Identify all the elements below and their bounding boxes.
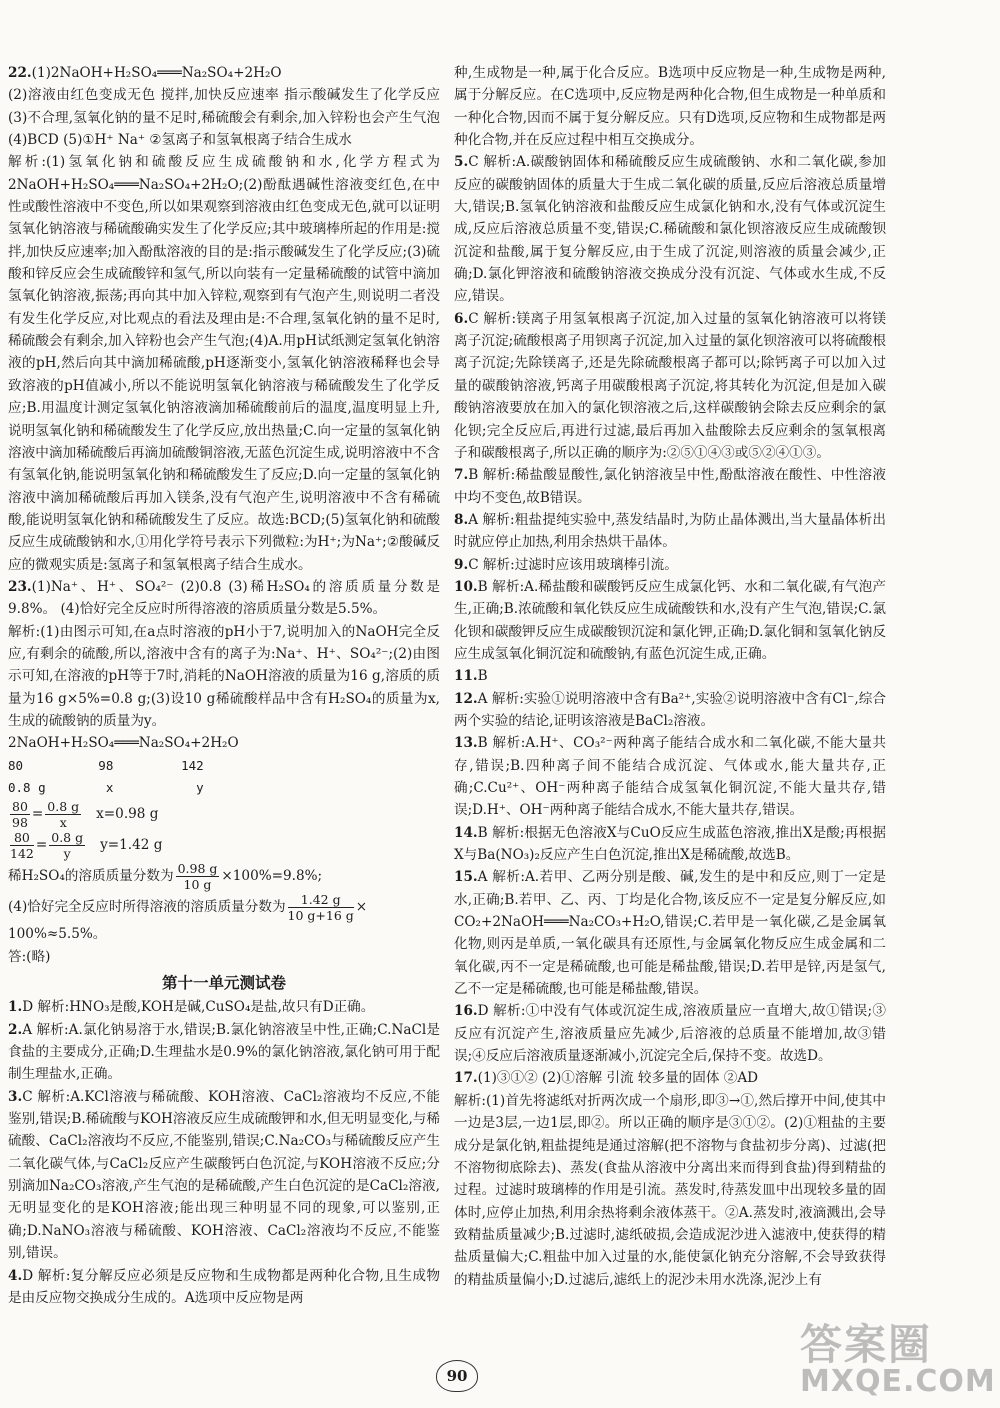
watermark-top: 答案圈 — [800, 1320, 933, 1369]
q22-analysis: 解析:(1)氢氧化钠和硫酸反应生成硫酸钠和水,化学方程式为2NaOH+H₂SO₄═══Na₂SO₄+2H₂O;(2)酚酞遇碱性溶液变红色,在中性或酸性溶液中不变色,所以如果观察到溶液由红色变成无色,就可以证明氢氧化钠溶液与稀硫酸确实发生了化学反应;其中玻璃棒所起的作用是:搅拌,加快反应速率;加入酚酞溶液的目的是:指示酸碱发生了化学反应;(3)硫酸和锌反应会生成硫酸锌和氢气,所以向装有一定量稀硫酸的试管中滴加氢氧化钠溶液,振荡;再向其中加入锌粒,观察到有气泡产生,则说明二者没有发生化学反应,对比观点的看法及理由是:不合理,氢氧化钠的量不足时,稀硫酸会有剩余,加入锌粉也会产生气泡;(4)A.用pH试纸测定氢氧化钠溶液的pH,然后向其中滴加稀硫酸,pH逐渐变小,氢氧化钠溶液稀释也会导致溶液的pH值减小,所以不能说明氢氧化钠溶液与稀硫酸发生了化学反应;B.用温度计测定氢氧化钠溶液滴加稀硫酸前后的温度,温度明显上升,说明氢氧化钠和稀硫酸发生了化学反应,放出热量;C.向一定量的氢氧化钠溶液中滴加稀硫酸后再滴加硫酸铜溶液,无蓝色沉淀生成,说明溶液中不含有氢氧化钠,能说明氢氧化钠和稀硫酸发生了反应;D.向一定量的氢氧化钠溶液中滴加稀硫酸后再加入镁条,没有气泡产生,说明溶液中不含有稀硫酸,能说明氢氧化钠和稀硫酸发生了反应。故选:BCD;(5)氢氧化钠和硫酸反应生成硫酸钠和水,①用化学符号表示下列微粒:为H⁺;为Na⁺;②酸碱反应的微观实质是:氢离子和氢氧根离子结合生成水。 — [8, 154, 440, 573]
unit11-q6: 6.C 解析:镁离子用氢氧根离子沉淀,加入过量的氢氧化钠溶液可以将镁离子沉淀;硫酸根离子用钡离子沉淀,加入过量的氯化钡溶液可以将硫酸根离子沉淀;先除镁离子,还是先除硫酸根离子都可以;除钙离子可以加入过量的碳酸钠溶液,钙离子用碳酸根离子沉淀,将其转化为沉淀,但是加入碳酸钠溶液要放在加入的氯化钡溶液之后,这样碳酸钠会除去反应剩余的氯化钡;完全反应后,再进行过滤,最后再加入盐酸除去反应剩余的氢氧根离子和碳酸根离子,所以正确的顺序为:②⑤①④③或⑤②④①③。 — [454, 310, 886, 461]
unit11-q10: 10.B 解析:A.稀盐酸和碳酸钙反应生成氯化钙、水和二氧化碳,有气泡产生,正确;B.浓硫酸和氧化铁反应生成硫酸铁和水,没有产生气泡,错误;C.氯化钡和碳酸钾反应生成碳酸钡沉淀和氯化钾,正确;D.氯化铜和氢氧化钠反应生成氢氧化铜沉淀和硫酸钠,有蓝色沉淀生成,正确。 — [454, 578, 886, 662]
calc-dilute-fraction: 稀H₂SO₄的溶质质量分数为 $\frac{0.98 g}{10 g}$ ×100%=9.8%; — [8, 861, 323, 893]
watermark-logo — [800, 1312, 996, 1404]
unit11-q9: 9.C 解析:过滤时应该用玻璃棒引流。 — [454, 556, 678, 573]
calc-result-4: (4)恰好完全反应时所得溶液的溶质质量分数为 $\frac{1.42 g}{10 g+16 g}$ × — [8, 892, 368, 924]
page-number: 90 — [436, 1360, 478, 1392]
calc-row-unknowns: 0.8 g x y — [8, 780, 204, 795]
right-column — [454, 62, 886, 1291]
calc-row-masses: 80 98 142 — [8, 757, 204, 773]
unit11-q17-analysis: 解析:(1)首先将滤纸对折两次成一个扇形,即③→①,然后撑开中间,使其中一边是3层,一边1层,即②。所以正确的顺序是③①②。(2)①粗盐的主要成分是氯化钠,粗盐提纯是通过溶解(把不溶物与食盐初步分离)、过滤(把不溶物彻底除去)、蒸发(食盐从溶液中分离出来而得到食盐)得到精盐的过程。过滤时玻璃棒的作用是引流。蒸发时,待蒸发皿中出现较多量的固体时,应停止加热,利用余热将剩余液体蒸干。②A.蒸发时,液滴溅出,会导致精盐质量减少;B.过滤时,滤纸破损,会造成泥沙进入滤液中,使获得的精盐质量偏大;C.粗盐中加入过量的水,能使氯化钠充分溶解,不会导致获得的精盐质量偏小;D.过滤后,滤纸上的泥沙未用水洗涤,泥沙上有 — [454, 1092, 886, 1288]
unit11-q12: 12.A 解析:实验①说明溶液中含有Ba²⁺,实验②说明溶液中含有Cl⁻,综合两个实验的结论,证明该溶液是BaCl₂溶液。 — [454, 690, 886, 729]
unit11-q15: 15.A 解析:A.若甲、乙两分别是酸、碱,发生的是中和反应,则丁一定是水,正确;B.若甲、乙、丙、丁均是化合物,该反应不一定是复分解反应,如CO₂+2NaOH═══Na₂CO₃+H₂O,错误;C.若甲是一氧化碳,乙是金属氧化物,则丙是单质,一氧化碳具有还原性,与金属氧化物反应生成金属和二氧化碳,丙不一定是稀硫酸,也可能是稀盐酸,错误;D.若甲是锌,丙是氢气,乙不一定是稀硫酸,也可能是稀盐酸,错误。 — [454, 869, 886, 998]
calc-answer: 答:(略) — [8, 948, 51, 965]
q22-answer-cont: (2)溶液由红色变成无色 搅拌,加快反应速率 指示酸碱发生了化学反应 (3)不合理,氢氧化钠的量不足时,稀硫酸会有剩余,加入锌粉也会产生气泡 (4)BCD (5)①H⁺ Na⁺ ②氢离子和氢氧根离子结合生成水 — [8, 87, 440, 149]
unit11-q1: 1.D 解析:HNO₃是酸,KOH是碱,CuSO₄是盐,故只有D正确。 — [8, 999, 375, 1016]
unit11-q2: 2.A 解析:A.氯化钠易溶于水,错误;B.氯化钠溶液呈中性,正确;C.NaCl是食盐的主要成分,正确;D.生理盐水是0.9%的氯化钠溶液,氯化钠可用于配制生理盐水,正确。 — [8, 1021, 440, 1083]
unit11-q7: 7.B 解析:稀盐酸显酸性,氯化钠溶液呈中性,酚酞溶液在酸性、中性溶液中均不变色,故B错误。 — [454, 467, 886, 506]
unit11-q3: 3.C 解析:A.KCl溶液与稀硫酸、KOH溶液、CaCl₂溶液均不反应,不能鉴别,错误;B.稀硫酸与KOH溶液反应生成硫酸钾和水,但无明显变化,与稀硫酸、CaCl₂溶液均不反应,不能鉴别,错误;C.Na₂CO₃与稀硫酸反应产生二氧化碳气体,与CaCl₂反应产生碳酸钙白色沉淀,与KOH溶液不反应;分别滴加Na₂CO₃溶液,产生气泡的是稀硫酸,产生白色沉淀的是CaCl₂溶液,无明显变化的是KOH溶液;能出现三种明显不同的现象,可以鉴别,正确;D.NaNO₃溶液与稀硫酸、KOH溶液、CaCl₂溶液均不反应,不能鉴别,错误。 — [8, 1088, 440, 1262]
watermark-bottom: MXQE.COM — [800, 1364, 996, 1399]
q22-answer: 22.(1)2NaOH+H₂SO₄═══Na₂SO₄+2H₂O — [8, 65, 282, 81]
calc-equation: 2NaOH+H₂SO₄═══Na₂SO₄+2H₂O — [8, 735, 239, 752]
unit11-q8: 8.A 解析:粗盐提纯实验中,蒸发结晶时,为防止晶体溅出,当大量晶体析出时就应停止加热,利用余热烘干晶体。 — [454, 511, 886, 551]
unit11-q16: 16.D 解析:①中没有气体或沉淀生成,溶液质量应一直增大,故①错误;③反应有沉淀产生,溶液质量应先减少,后溶液的总质量不能增加,故③错误;④反应后溶液质量逐渐减小,沉淀完全后,保持不变。故选D。 — [454, 1003, 886, 1065]
unit11-q14: 14.B 解析:根据无色溶液X与CuO反应生成蓝色溶液,推出X是酸;再根据X与Ba(NO₃)₂反应产生白色沉淀,推出X是稀硫酸,故选B。 — [454, 824, 886, 864]
calc-result-4-end: 100%≈5.5%。 — [8, 926, 107, 943]
calc-proportion-x: $\frac{80}{98}$ = $\frac{0.8 g}{x}$ x=0.98 g — [12, 799, 159, 831]
unit11-q11: 11.B — [454, 668, 488, 685]
unit11-q4: 4.D 解析:复分解反应必须是反应物和生成物都是两种化合物,且生成物是由反应物交换成分生成的。A选项中反应物是两 — [8, 1267, 440, 1306]
unit11-q17: 17.(1)③①② (2)①溶解 引流 较多量的固体 ②AD — [454, 1070, 759, 1087]
calc-proportion-y: $\frac{80}{142}$ = $\frac{0.8 g}{y}$ y=1.42 g — [10, 830, 163, 862]
unit11-q13: 13.B 解析:A.H⁺、CO₃²⁻两种离子能结合成水和二氧化碳,不能大量共存,错误;B.四种离子间不能结合成沉淀、气体或水,能大量共存,正确;C.Cu²⁺、OH⁻两种离子能结合成氢氧化铜沉淀,不能大量共存,错误;D.H⁺、OH⁻两种离子能结合成水,不能大量共存,错误。 — [454, 735, 886, 819]
q4-continued: 种,生成物是一种,属于化合反应。B选项中反应物是一种,生成物是两种,属于分解反应。在C选项中,反应物是两种化合物,但生成物是一种单质和一种化合物,因而不属于复分解反应。只有D选项,反应物和生成物都是两种化合物,并在反应过程中相互交换成分。 — [454, 65, 886, 149]
section-title: 第十一单元测试卷 — [161, 973, 286, 993]
unit11-q5: 5.C 解析:A.碳酸钠固体和稀硫酸反应生成硫酸钠、水和二氧化碳,参加反应的碳酸钠固体的质量大于生成二氧化碳的质量,反应后溶液总质量增大,错误;B.氢氧化钠溶液和盐酸反应生成氯化钠和水,没有气体或沉淀生成,反应后溶液总质量不变,错误;C.稀硫酸和氯化钡溶液反应生成硫酸钡沉淀和盐酸,属于复分解反应,由于生成了沉淀,则溶液的质量会减少,正确;D.氯化钾溶液和硫酸钠溶液交换成分没有沉淀、气体或水生成,不反应,错误。 — [454, 154, 886, 305]
q23-answer: 23.(1)Na⁺、H⁺、SO₄²⁻ (2)0.8 (3)稀H₂SO₄的溶质质量分数是9.8%。 (4)恰好完全反应时所得溶液的溶质质量分数是5.5%。 — [8, 578, 440, 618]
left-column — [8, 62, 440, 1309]
q23-analysis: 解析:(1)由图示可知,在a点时溶液的pH小于7,说明加入的NaOH完全反应,有剩余的硫酸,所以,溶液中含有的离子为:Na⁺、H⁺、SO₄²⁻;(2)由图示可知,在溶液的pH等于7时,消耗的NaOH溶液的质量为16 g,溶质的质量为16 g×5%=0.8 g;(3)设10 g稀硫酸样品中含有H₂SO₄的质量为x,生成的硫酸钠的质量为y。 — [8, 623, 440, 729]
